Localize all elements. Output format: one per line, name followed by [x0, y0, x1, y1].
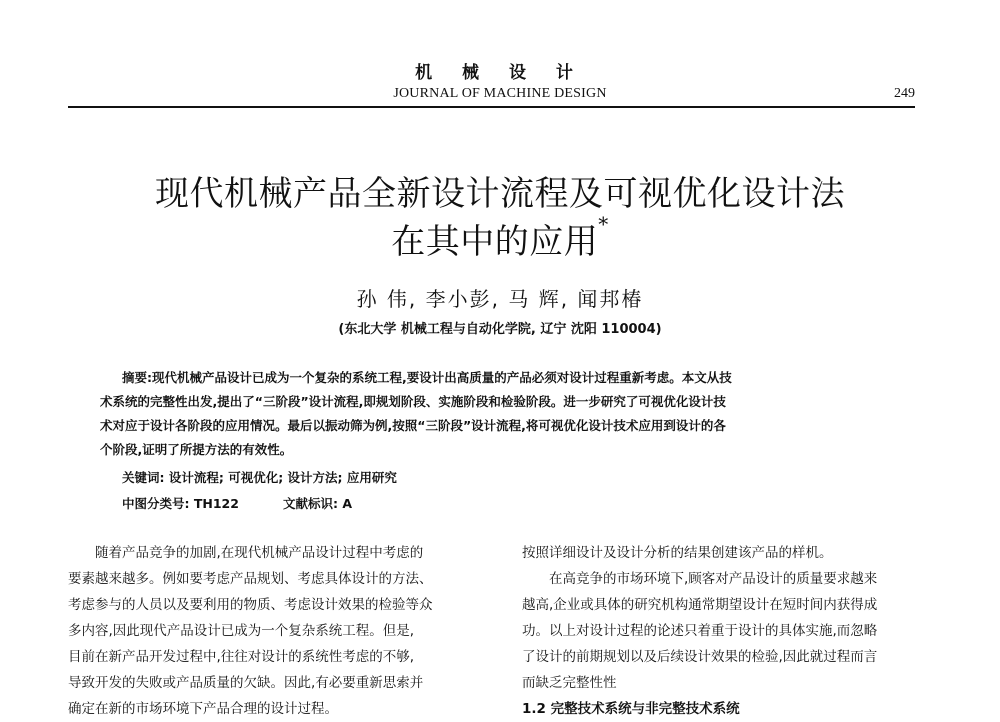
doc-code-value: A [342, 496, 352, 511]
section-heading: 1.2 完整技术系统与非完整技术系统 [522, 701, 740, 717]
journal-name-english: JOURNAL OF MACHINE DESIGN [393, 86, 607, 101]
author-list: 孙 伟, 李小彭, 马 辉, 闻邦椿 [356, 287, 644, 311]
body-line: 功。以上对设计过程的论述只着重于设计的具体实施,而忽略 [522, 623, 878, 639]
body-line: 越高,企业或具体的研究机构通常期望设计在短时间内获得成 [522, 597, 878, 613]
clc-label: 中图分类号: [122, 496, 190, 511]
abstract-line: 术系统的完整性出发,提出了“三阶段”设计流程,即规划阶段、实施阶段和检验阶段。进一步研究了可视优化设计技 [100, 394, 726, 409]
classification [122, 494, 352, 512]
clc-value: TH122 [193, 496, 239, 511]
body-line: 了设计的前期规划以及后续设计效果的检验,因此就过程而言 [522, 649, 878, 665]
keywords-label: 关键词: [122, 470, 165, 485]
abstract-line [100, 366, 912, 390]
body-line: 多内容,因此现代产品设计已成为一个复杂系统工程。但是, [68, 623, 415, 639]
body-line: 确定在新的市场环境下产品合理的设计过程。 [68, 701, 338, 717]
body-line: 在高竞争的市场环境下,顾客对产品设计的质量要求越来 [549, 571, 878, 587]
body-line: 导致开发的失败或产品质量的欠缺。因此,有必要重新思索并 [68, 675, 424, 691]
body-line: 考虑参与的人员以及要利用的物质、考虑设计效果的检验等众 [68, 597, 433, 613]
doc-code-label: 文献标识: [282, 496, 338, 511]
abstract [100, 366, 912, 462]
body-line: 按照详细设计及设计分析的结果创建该产品的样机。 [522, 545, 833, 561]
body-line: 目前在新产品开发过程中,往往对设计的系统性考虑的不够, [68, 649, 415, 665]
paper-title-line-2 [0, 214, 1000, 263]
abstract-line: 个阶段,证明了所提方法的有效性。 [100, 442, 293, 457]
header-rule [68, 106, 915, 108]
paper-title-line-1: 现代机械产品全新设计流程及可视优化设计法 [155, 174, 845, 214]
body-line: 随着产品竞争的加剧,在现代机械产品设计过程中考虑的 [95, 545, 424, 561]
author-affiliation: (东北大学 机械工程与自动化学院, 辽宁 沈阳 110004) [338, 322, 662, 337]
body-column-left [68, 540, 493, 722]
title-footnote-mark: * [598, 212, 609, 236]
abstract-text: 现代机械产品设计已成为一个复杂的系统工程,要设计出高质量的产品必须对设计过程重新考虑。本文从技 [152, 370, 732, 385]
keywords [122, 468, 397, 486]
journal-name-chinese: 机 械 设 计 [415, 63, 585, 83]
body-line: 而缺乏完整性性 [522, 675, 617, 691]
body-column-right [522, 540, 942, 722]
page-number: 249 [894, 86, 915, 101]
paper-title-text: 在其中的应用 [391, 222, 599, 262]
abstract-label: 摘要: [122, 370, 152, 385]
keywords-value: 设计流程; 可视优化; 设计方法; 应用研究 [168, 470, 397, 485]
body-line: 要素越来越多。例如要考虑产品规划、考虑具体设计的方法、 [68, 571, 433, 587]
abstract-line: 术对应于设计各阶段的应用情况。最后以振动筛为例,按照“三阶段”设计流程,将可视优化设计技术应用到设计的各 [100, 418, 726, 433]
